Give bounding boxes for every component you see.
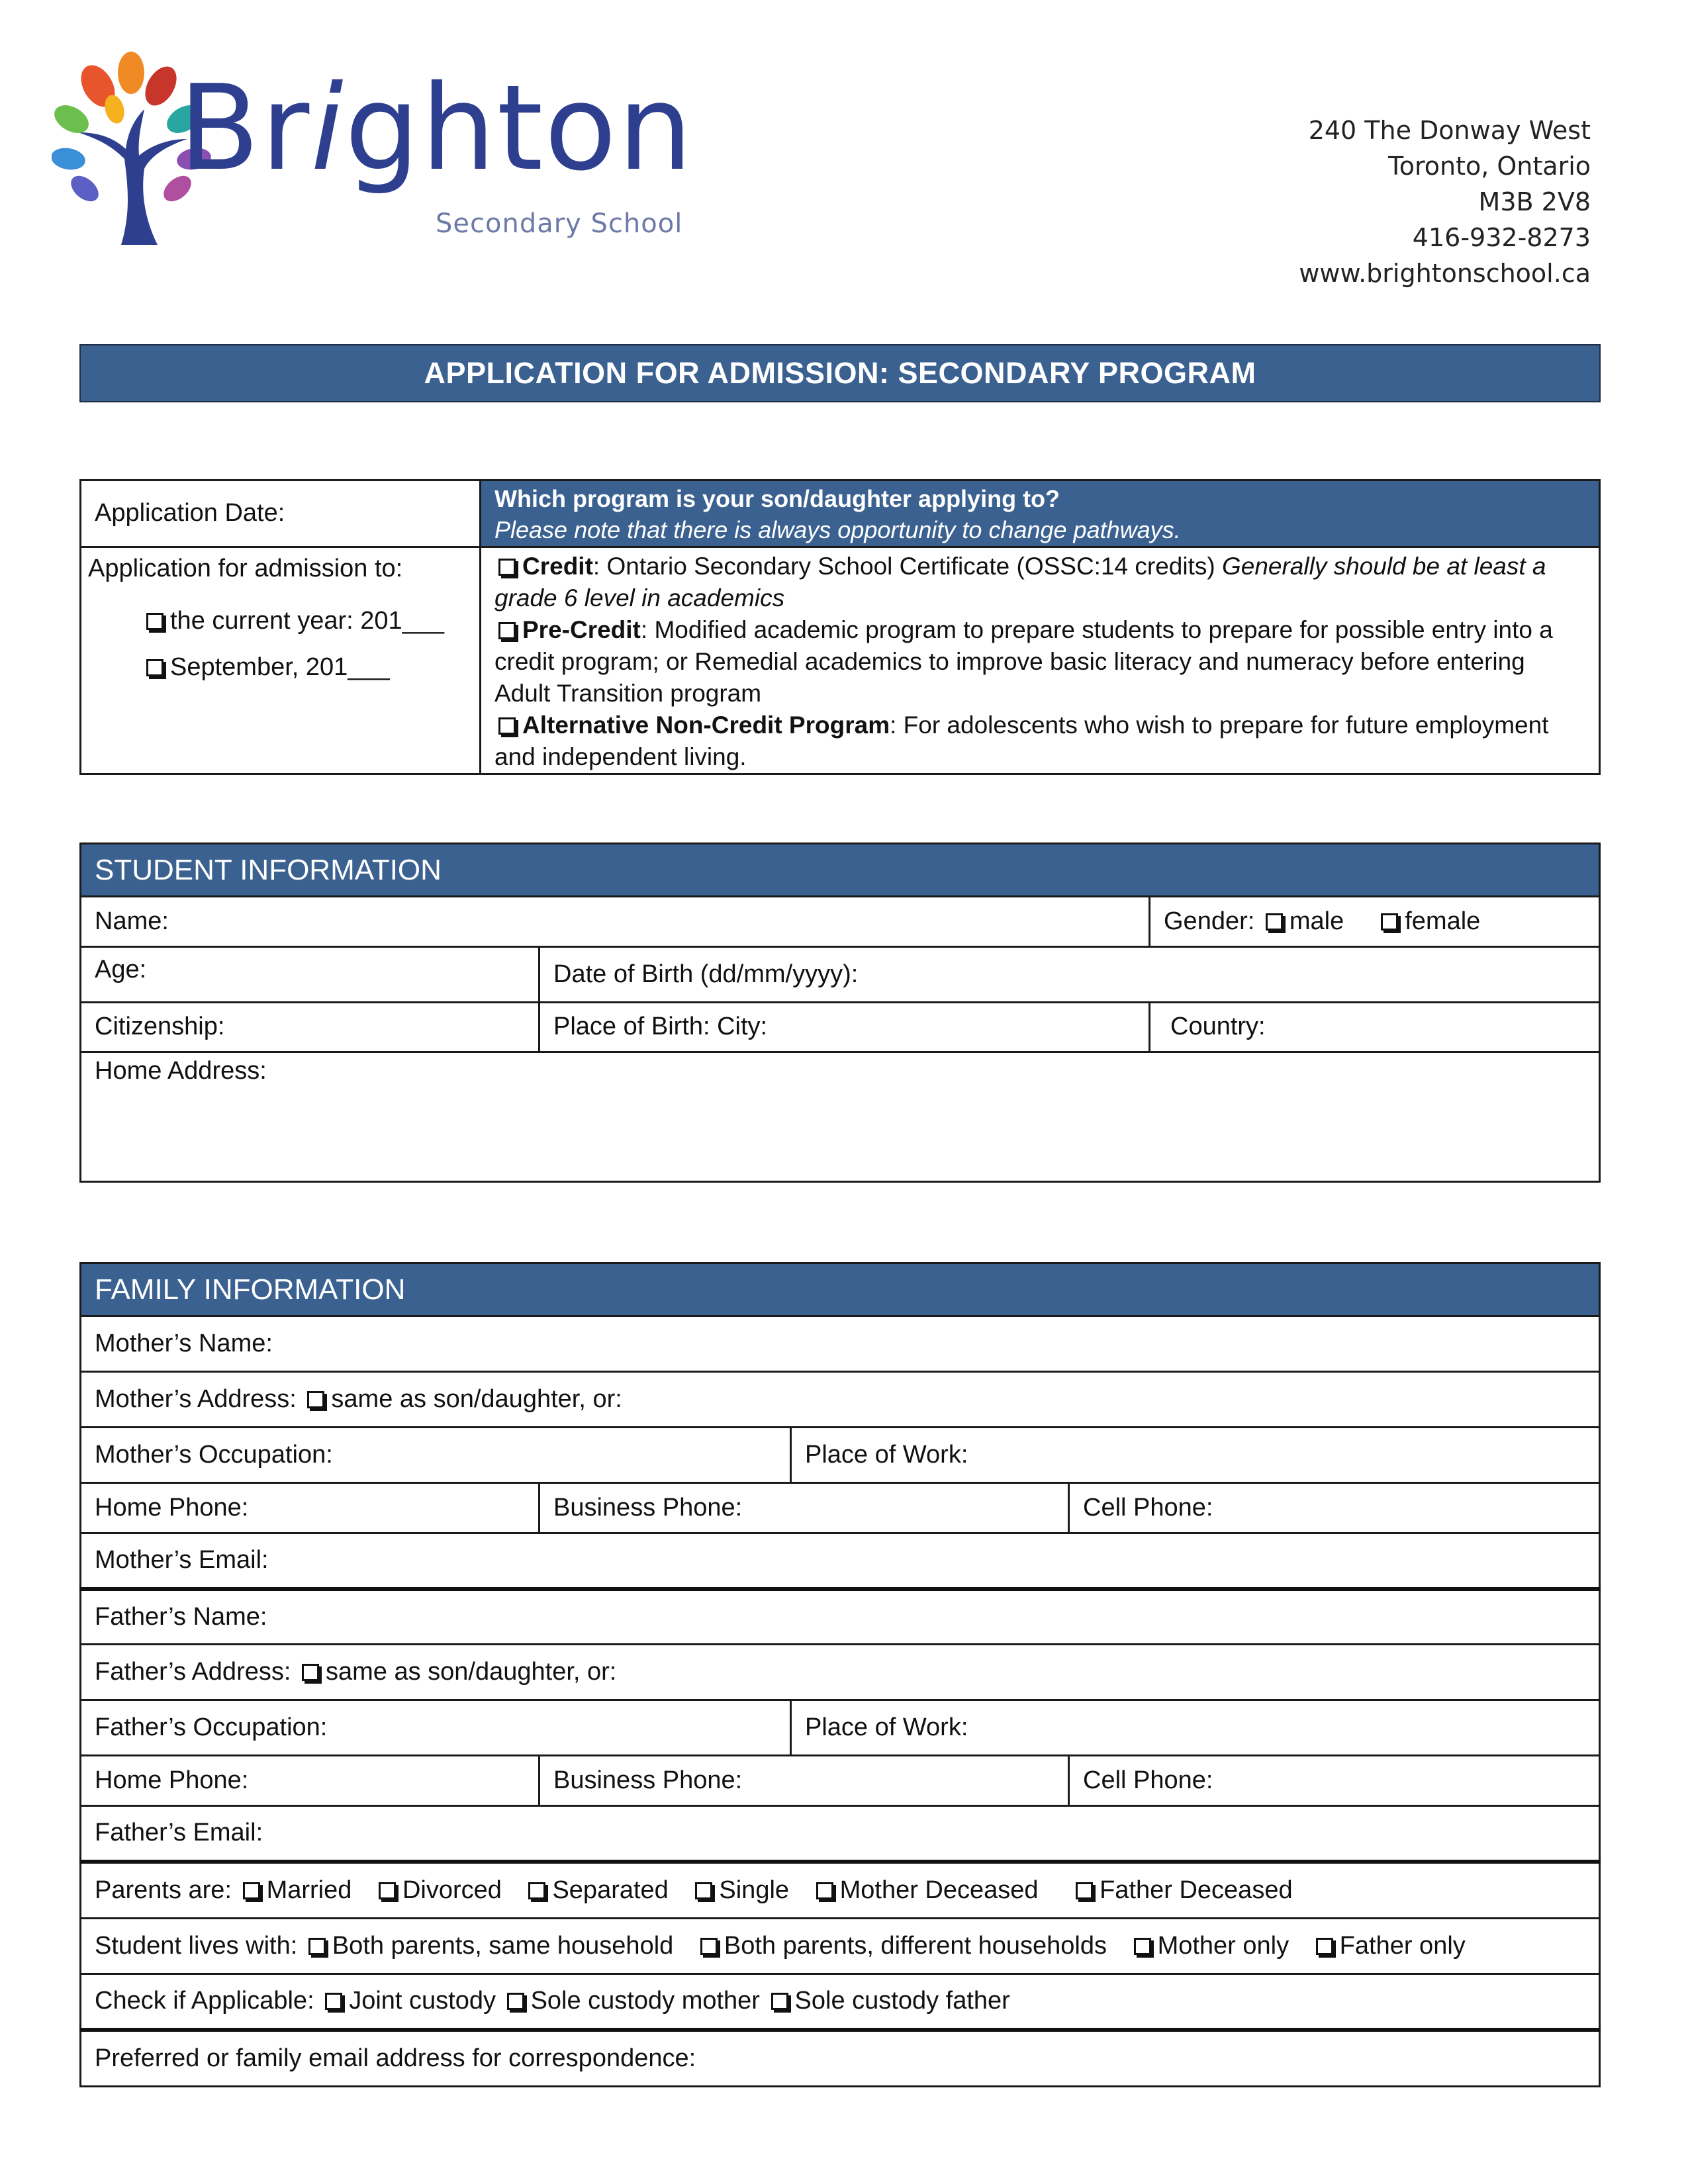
father-name-field[interactable]: Father’s Name: bbox=[81, 1589, 1600, 1645]
mother-occupation-field[interactable]: Mother’s Occupation: bbox=[81, 1428, 791, 1483]
custody-row: Check if Applicable: Joint custody Sole custody mother Sole custody father bbox=[81, 1974, 1600, 2030]
checkbox[interactable] bbox=[146, 613, 164, 630]
student-info-header: STUDENT INFORMATION bbox=[81, 844, 1600, 897]
address-postal: M3B 2V8 bbox=[1478, 187, 1591, 216]
mother-home-phone-field[interactable]: Home Phone: bbox=[81, 1483, 539, 1533]
form-title: APPLICATION FOR ADMISSION: SECONDARY PROGRAM bbox=[424, 356, 1256, 390]
family-info-header: FAMILY INFORMATION bbox=[81, 1263, 1600, 1316]
program-note: Please note that there is always opportunity to change pathways. bbox=[494, 516, 1181, 543]
checkbox[interactable] bbox=[146, 659, 164, 676]
logo-subtitle: Secondary School bbox=[436, 208, 683, 239]
student-info-table bbox=[79, 842, 1601, 1183]
checkbox-divorced[interactable] bbox=[379, 1882, 396, 1899]
checkbox[interactable] bbox=[498, 717, 516, 735]
address-phone: 416-932-8273 bbox=[1412, 223, 1591, 252]
admission-to-cell bbox=[81, 547, 481, 774]
birth-country-field[interactable]: Country: bbox=[1150, 1003, 1600, 1052]
mother-address-field[interactable]: Mother’s Address: same as son/daughter, or: bbox=[81, 1372, 1600, 1428]
checkbox-sole-mother[interactable] bbox=[507, 1993, 524, 2010]
mother-business-phone-field[interactable]: Business Phone: bbox=[539, 1483, 1069, 1533]
father-cell-phone-field[interactable]: Cell Phone: bbox=[1069, 1756, 1600, 1806]
address-street: 240 The Donway West bbox=[1308, 116, 1591, 145]
school-address bbox=[1299, 113, 1591, 291]
parents-status-row: Parents are: Married Divorced Separated Single Mother Deceased Father Deceased bbox=[81, 1862, 1600, 1919]
address-city: Toronto, Ontario bbox=[1387, 152, 1591, 181]
family-info-table bbox=[79, 1262, 1601, 2087]
option-current-year[interactable]: the current year: 201___ bbox=[88, 606, 466, 637]
checkbox[interactable] bbox=[302, 1664, 319, 1681]
mother-cell-phone-field[interactable]: Cell Phone: bbox=[1069, 1483, 1600, 1533]
admission-to-label: Application for admission to: bbox=[88, 554, 403, 582]
father-place-of-work-field[interactable]: Place of Work: bbox=[791, 1700, 1600, 1756]
checkbox-father-only[interactable] bbox=[1316, 1938, 1333, 1955]
checkbox-both-different[interactable] bbox=[700, 1938, 718, 1955]
home-address-field[interactable]: Home Address: bbox=[81, 1052, 1600, 1182]
address-website[interactable]: www.brightonschool.ca bbox=[1299, 259, 1591, 288]
gender-field: Gender: male female bbox=[1150, 897, 1600, 947]
checkbox-separated[interactable] bbox=[528, 1882, 545, 1899]
age-field[interactable]: Age: bbox=[81, 947, 539, 1003]
preferred-email-field[interactable]: Preferred or family email address for correspondence: bbox=[81, 2030, 1600, 2087]
checkbox-male[interactable] bbox=[1266, 913, 1283, 931]
checkbox[interactable] bbox=[498, 622, 516, 639]
checkbox[interactable] bbox=[307, 1391, 324, 1408]
logo-wordmark: Brighton bbox=[179, 60, 694, 197]
mother-name-field[interactable]: Mother’s Name: bbox=[81, 1316, 1600, 1372]
checkbox-both-same[interactable] bbox=[308, 1938, 326, 1955]
program-table bbox=[79, 479, 1601, 775]
checkbox-single[interactable] bbox=[695, 1882, 712, 1899]
student-name-field[interactable]: Name: bbox=[81, 897, 1150, 947]
checkbox[interactable] bbox=[498, 559, 516, 576]
citizenship-field[interactable]: Citizenship: bbox=[81, 1003, 539, 1052]
checkbox-female[interactable] bbox=[1381, 913, 1398, 931]
mother-email-field[interactable]: Mother’s Email: bbox=[81, 1533, 1600, 1589]
dob-field[interactable]: Date of Birth (dd/mm/yyyy): bbox=[539, 947, 1600, 1003]
father-occupation-field[interactable]: Father’s Occupation: bbox=[81, 1700, 791, 1756]
mother-place-of-work-field[interactable]: Place of Work: bbox=[791, 1428, 1600, 1483]
father-email-field[interactable]: Father’s Email: bbox=[81, 1806, 1600, 1862]
program-options-cell bbox=[481, 547, 1600, 774]
option-september[interactable]: September, 201___ bbox=[88, 652, 466, 684]
option-pre-credit[interactable]: Pre-Credit: Modified academic program to prepare students to prepare for possible entry into a credit program; or Remedial academics to improve basic literacy and numeracy before entering Adult Transition program bbox=[494, 615, 1553, 707]
option-credit[interactable]: Credit: Ontario Secondary School Certificate (OSSC:14 credits) Generally should be at least a grade 6 level in academics bbox=[494, 552, 1546, 612]
program-question: Which program is your son/daughter applying to? bbox=[494, 485, 1060, 512]
birth-city-field[interactable]: Place of Birth: City: bbox=[539, 1003, 1150, 1052]
lives-with-row: Student lives with: Both parents, same household Both parents, different households Mother only Father only bbox=[81, 1919, 1600, 1974]
father-business-phone-field[interactable]: Business Phone: bbox=[539, 1756, 1069, 1806]
checkbox-joint-custody[interactable] bbox=[325, 1993, 342, 2010]
option-alternative[interactable]: Alternative Non-Credit Program: For adolescents who wish to prepare for future employment and independent living. bbox=[494, 711, 1549, 770]
checkbox-mother-deceased[interactable] bbox=[816, 1882, 833, 1899]
checkbox-mother-only[interactable] bbox=[1134, 1938, 1151, 1955]
father-address-field[interactable]: Father’s Address: same as son/daughter, or: bbox=[81, 1645, 1600, 1700]
checkbox-sole-father[interactable] bbox=[771, 1993, 788, 2010]
application-date-field[interactable]: Application Date: bbox=[81, 480, 481, 547]
checkbox-married[interactable] bbox=[243, 1882, 260, 1899]
program-question-header bbox=[481, 480, 1600, 547]
father-home-phone-field[interactable]: Home Phone: bbox=[81, 1756, 539, 1806]
checkbox-father-deceased[interactable] bbox=[1076, 1882, 1093, 1899]
form-title-bar bbox=[79, 344, 1601, 402]
